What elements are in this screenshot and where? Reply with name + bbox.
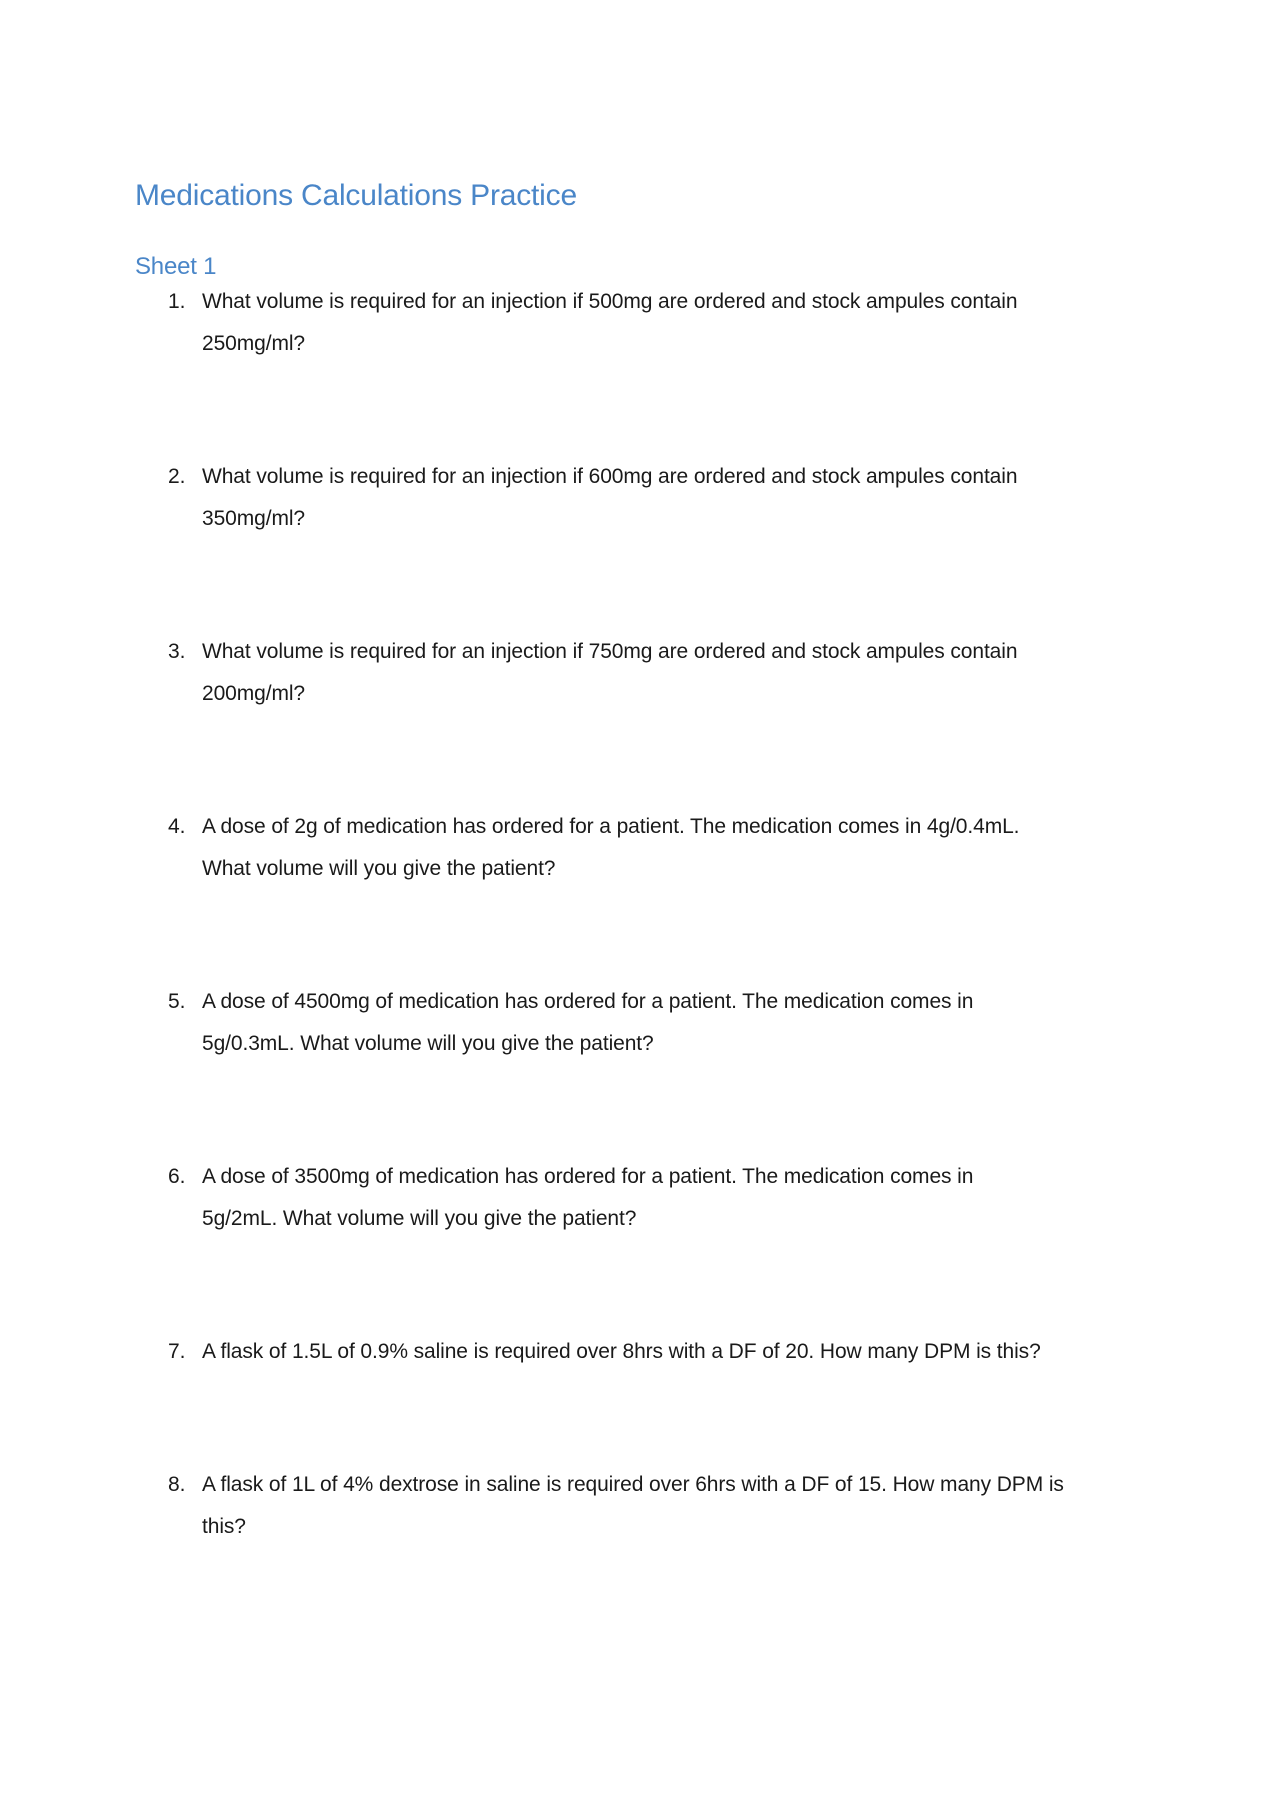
question-text-line: A dose of 4500mg of medication has ordered for a patient. The medication comes in <box>202 990 974 1013</box>
question-text-line: 250mg/ml? <box>202 332 305 355</box>
question-number: 1. <box>168 290 186 313</box>
question-item-3 <box>135 631 1220 715</box>
question-text <box>202 631 1220 715</box>
question-item-5 <box>135 981 1220 1065</box>
question-text <box>202 456 1220 540</box>
question-item-2 <box>135 456 1220 540</box>
question-text <box>202 281 1220 365</box>
question-number: 6. <box>168 1165 186 1188</box>
question-number: 4. <box>168 815 186 838</box>
question-text-line: A dose of 2g of medication has ordered for a patient. The medication comes in 4g/0.4mL. <box>202 815 1020 838</box>
document-title: Medications Calculations Practice <box>135 179 577 212</box>
question-text <box>202 806 1220 890</box>
question-text <box>202 1331 1220 1373</box>
question-item-8 <box>135 1464 1220 1548</box>
question-item-7 <box>135 1331 1220 1373</box>
question-text-line: 200mg/ml? <box>202 682 305 705</box>
sheet-heading: Sheet 1 <box>135 253 217 280</box>
question-number: 8. <box>168 1473 186 1496</box>
question-text <box>202 1464 1220 1548</box>
question-text-line: 5g/2mL. What volume will you give the patient? <box>202 1207 637 1230</box>
question-text-line: What volume is required for an injection if 750mg are ordered and stock ampules contain <box>202 640 1018 663</box>
question-number: 5. <box>168 990 186 1013</box>
question-item-1 <box>135 281 1220 365</box>
question-text-line: What volume is required for an injection if 600mg are ordered and stock ampules contain <box>202 465 1018 488</box>
question-text <box>202 1156 1220 1240</box>
question-text-line: A dose of 3500mg of medication has ordered for a patient. The medication comes in <box>202 1165 974 1188</box>
question-text-line: 350mg/ml? <box>202 507 305 530</box>
question-text <box>202 981 1220 1065</box>
question-number: 2. <box>168 465 186 488</box>
questions-list <box>135 281 1220 1548</box>
question-number: 3. <box>168 640 186 663</box>
question-text-line: this? <box>202 1515 246 1538</box>
question-text-line: 5g/0.3mL. What volume will you give the patient? <box>202 1032 654 1055</box>
question-text-line: A flask of 1.5L of 0.9% saline is required over 8hrs with a DF of 20. How many DPM is this? <box>202 1340 1041 1363</box>
question-item-6 <box>135 1156 1220 1240</box>
question-item-4 <box>135 806 1220 890</box>
question-text-line: What volume will you give the patient? <box>202 857 556 880</box>
question-text-line: What volume is required for an injection if 500mg are ordered and stock ampules contain <box>202 290 1018 313</box>
question-number: 7. <box>168 1340 186 1363</box>
question-text-line: A flask of 1L of 4% dextrose in saline is required over 6hrs with a DF of 15. How many DPM is <box>202 1473 1064 1496</box>
